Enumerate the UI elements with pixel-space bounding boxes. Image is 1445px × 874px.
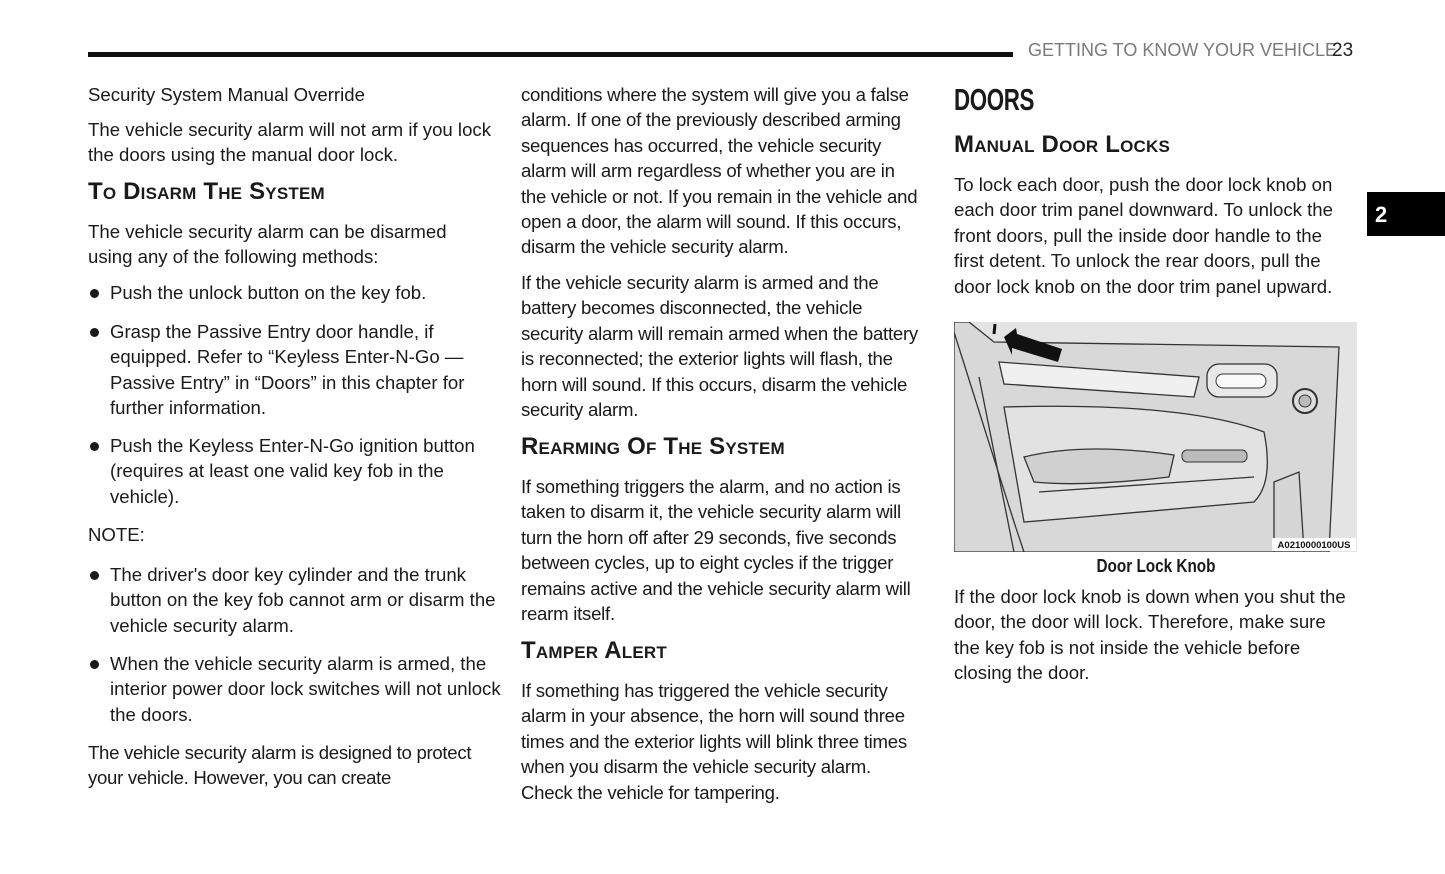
list-item (88, 651, 515, 727)
override-text: The vehicle security alarm will not arm if you lock the doors using the manual door lock. (88, 119, 491, 166)
figure-caption-text: Door Lock Knob (1096, 556, 1215, 576)
header-rule (88, 52, 1013, 57)
manual-door-locks-text: To lock each door, push the door lock knob on each door trim panel downward. To unlock the front doors, pull the inside door handle to the first detent. To unlock the rear doors, pull the door lock knob on the door trim panel upward. (954, 174, 1333, 297)
list-item-text: Push the Keyless Enter-N-Go ignition button (requires at least one valid key fob in the vehicle). (110, 435, 475, 507)
bullet-icon (90, 289, 99, 298)
rearm-heading: Rearming Of The System (521, 433, 785, 460)
tamper-heading: Tamper Alert (521, 637, 667, 664)
list-item-text: When the vehicle security alarm is armed, the interior power door lock switches will not unlock the doors. (110, 653, 501, 725)
list-item (88, 280, 515, 305)
disarm-text: The vehicle security alarm can be disarmed using any of the following methods: (88, 221, 447, 268)
list-item (88, 433, 515, 509)
closing-text: The vehicle security alarm is designed to protect your vehicle. However, you can create (88, 742, 472, 789)
list-item (88, 562, 515, 638)
doors-heading: DOORS (954, 82, 1035, 117)
door-lock-note-text: If the door lock knob is down when you shut the door, the door will lock. Therefore, make sure the key fob is not inside the vehicle before closing the door. (954, 586, 1346, 684)
false-alarm-text: conditions where the system will give you a false alarm. If one of the previously described arming sequences has occurred, the vehicle security alarm will arm regardless of whether you are in the vehicle or not. If you remain in the vehicle and open a door, the alarm will sound. If this occurs, disarm the vehicle security alarm. (521, 84, 918, 258)
list-item-text: The driver's door key cylinder and the trunk button on the key fob cannot arm or disarm the vehicle security alarm. (110, 564, 496, 636)
override-heading: Security System Manual Override (88, 84, 365, 105)
bullet-icon (90, 660, 99, 669)
figure-caption (954, 556, 1357, 577)
figure-code: A0210000100US (1277, 540, 1351, 551)
section-title: GETTING TO KNOW YOUR VEHICLE (1028, 40, 1338, 60)
bullet-icon (90, 328, 99, 337)
list-item-text: Grasp the Passive Entry door handle, if equipped. Refer to “Keyless Enter-N-Go — Passive Entry” in “Doors” in this chapter for further information. (110, 321, 465, 419)
battery-text: If the vehicle security alarm is armed and the battery becomes disconnected, the vehicle security alarm will remain armed when the battery is reconnected; the exterior lights will flash, the horn will sound. If this occurs, disarm the vehicle security alarm. (521, 272, 918, 421)
manual-door-locks-heading: Manual Door Locks (954, 131, 1171, 158)
disarm-heading: To Disarm The System (88, 178, 325, 205)
note-label: NOTE: (88, 524, 145, 545)
rearm-text: If something triggers the alarm, and no action is taken to disarm it, the vehicle security alarm will turn the horn off after 29 seconds, five seconds between cycles, up to eight cycles if the trigger remains active and the vehicle security alarm will rearm itself. (521, 476, 911, 625)
page-number: 23 (1332, 40, 1354, 61)
list-item-text: Push the unlock button on the key fob. (110, 282, 427, 303)
bullet-icon (90, 442, 99, 451)
list-item (88, 319, 515, 421)
door-panel-illustration (954, 322, 1357, 552)
tamper-text: If something has triggered the vehicle security alarm in your absence, the horn will sound three times and the exterior lights will blink three times when you disarm the vehicle security alarm. Check the vehicle for tampering. (521, 680, 907, 803)
chapter-tab[interactable]: 2 (1367, 192, 1445, 236)
bullet-icon (90, 571, 99, 580)
